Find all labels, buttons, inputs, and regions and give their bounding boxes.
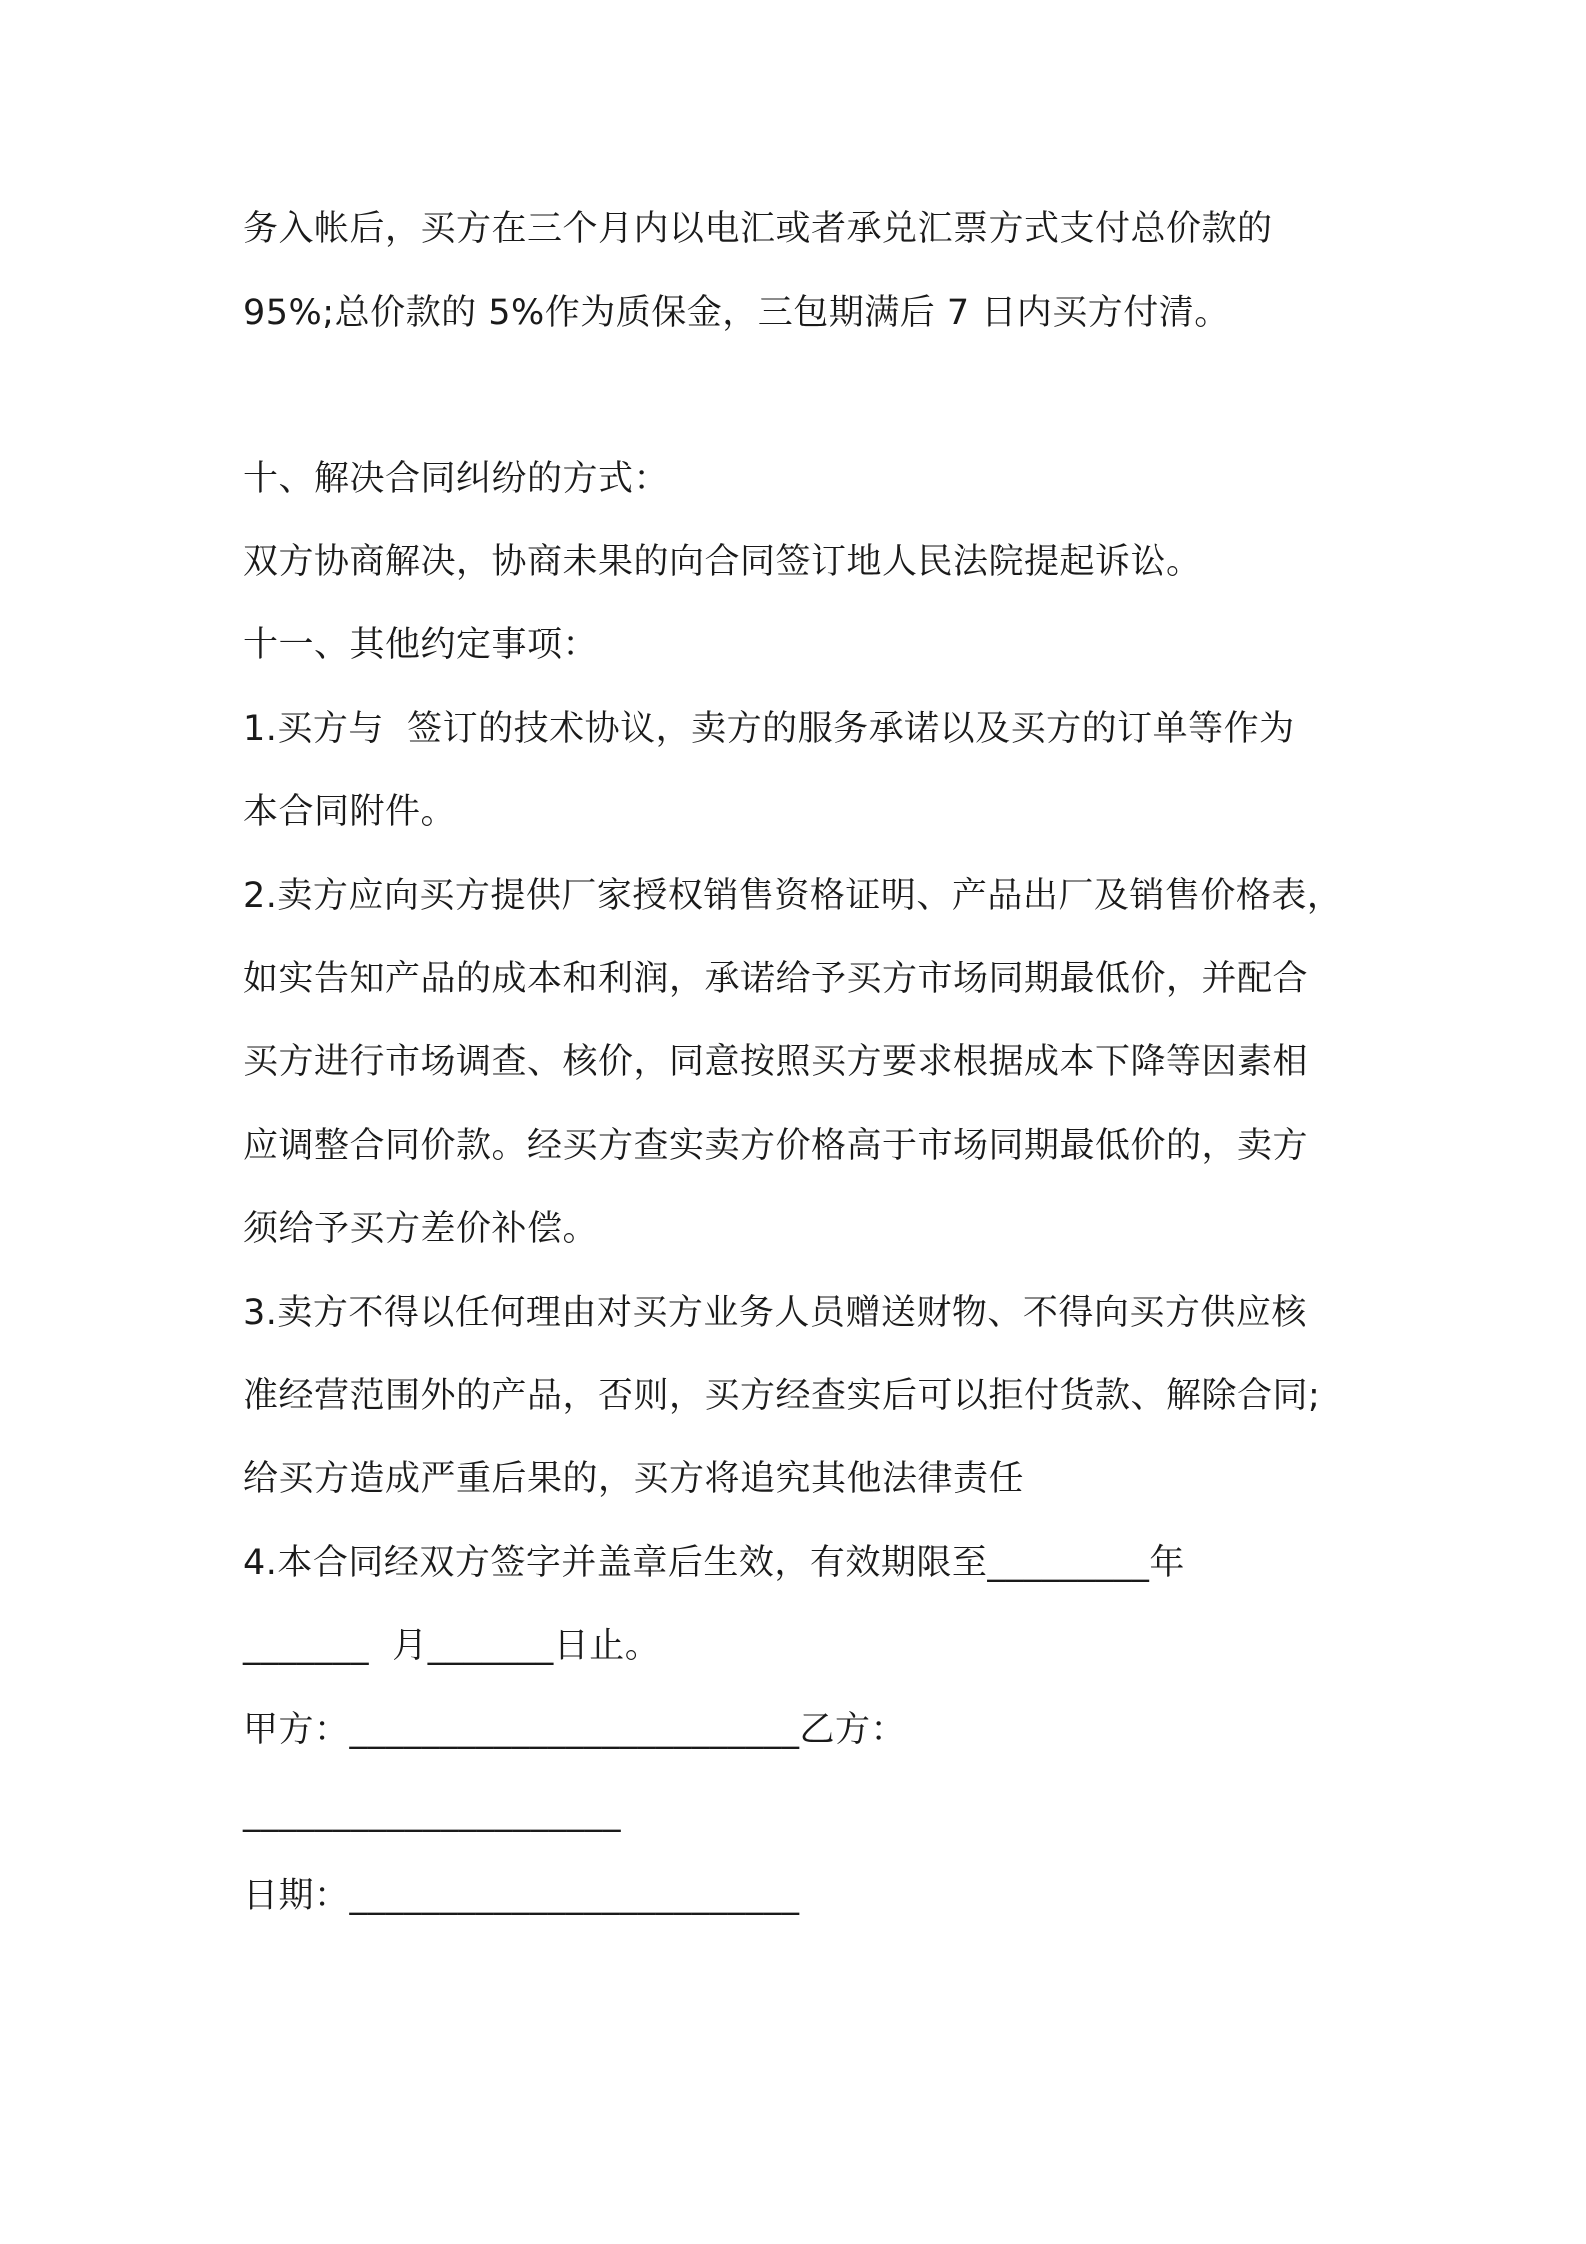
- paragraph-line: 务入帐后，买方在三个月内以电汇或者承兑汇票方式支付总价款的: [243, 209, 1273, 249]
- validity-date-line: _______ 月_______日止。: [243, 1626, 661, 1666]
- paragraph-line: 准经营范围外的产品，否则，买方经查实后可以拒付货款、解除合同;: [243, 1376, 1321, 1416]
- paragraph-line: 应调整合同价款。经买方查实卖方价格高于市场同期最低价的，卖方: [243, 1126, 1309, 1166]
- paragraph-line: 须给予买方差价补偿。: [243, 1209, 599, 1249]
- section-heading: 十一、其他约定事项：: [243, 625, 599, 665]
- validity-line: 4.本合同经双方签字并盖章后生效，有效期限至_________年: [243, 1543, 1185, 1583]
- paragraph-line: 2.卖方应向买方提供厂家授权销售资格证明、产品出厂及销售价格表，: [243, 876, 1343, 916]
- paragraph-line: 1.买方与 签订的技术协议，卖方的服务承诺以及买方的订单等作为: [243, 709, 1295, 749]
- signature-parties-line: 甲方：_________________________乙方：: [243, 1710, 907, 1750]
- paragraph-line: 给买方造成严重后果的，买方将追究其他法律责任: [243, 1459, 1025, 1499]
- paragraph-line: 95%;总价款的 5%作为质保金，三包期满后 7 日内买方付清。: [243, 293, 1230, 333]
- section-heading: 十、解决合同纠纷的方式：: [243, 459, 670, 499]
- paragraph-line: 3.卖方不得以任何理由对买方业务人员赠送财物、不得向买方供应核: [243, 1293, 1307, 1333]
- paragraph-line: 双方协商解决，协商未果的向合同签订地人民法院提起诉讼。: [243, 542, 1202, 582]
- paragraph-line: 买方进行市场调查、核价，同意按照买方要求根据成本下降等因素相: [243, 1042, 1309, 1082]
- paragraph-line: 如实告知产品的成本和利润，承诺给予买方市场同期最低价，并配合: [243, 959, 1309, 999]
- signature-blank-line: _____________________: [243, 1793, 621, 1833]
- paragraph-line: 本合同附件。: [243, 792, 457, 832]
- signature-date-line: 日期：_________________________: [243, 1876, 800, 1916]
